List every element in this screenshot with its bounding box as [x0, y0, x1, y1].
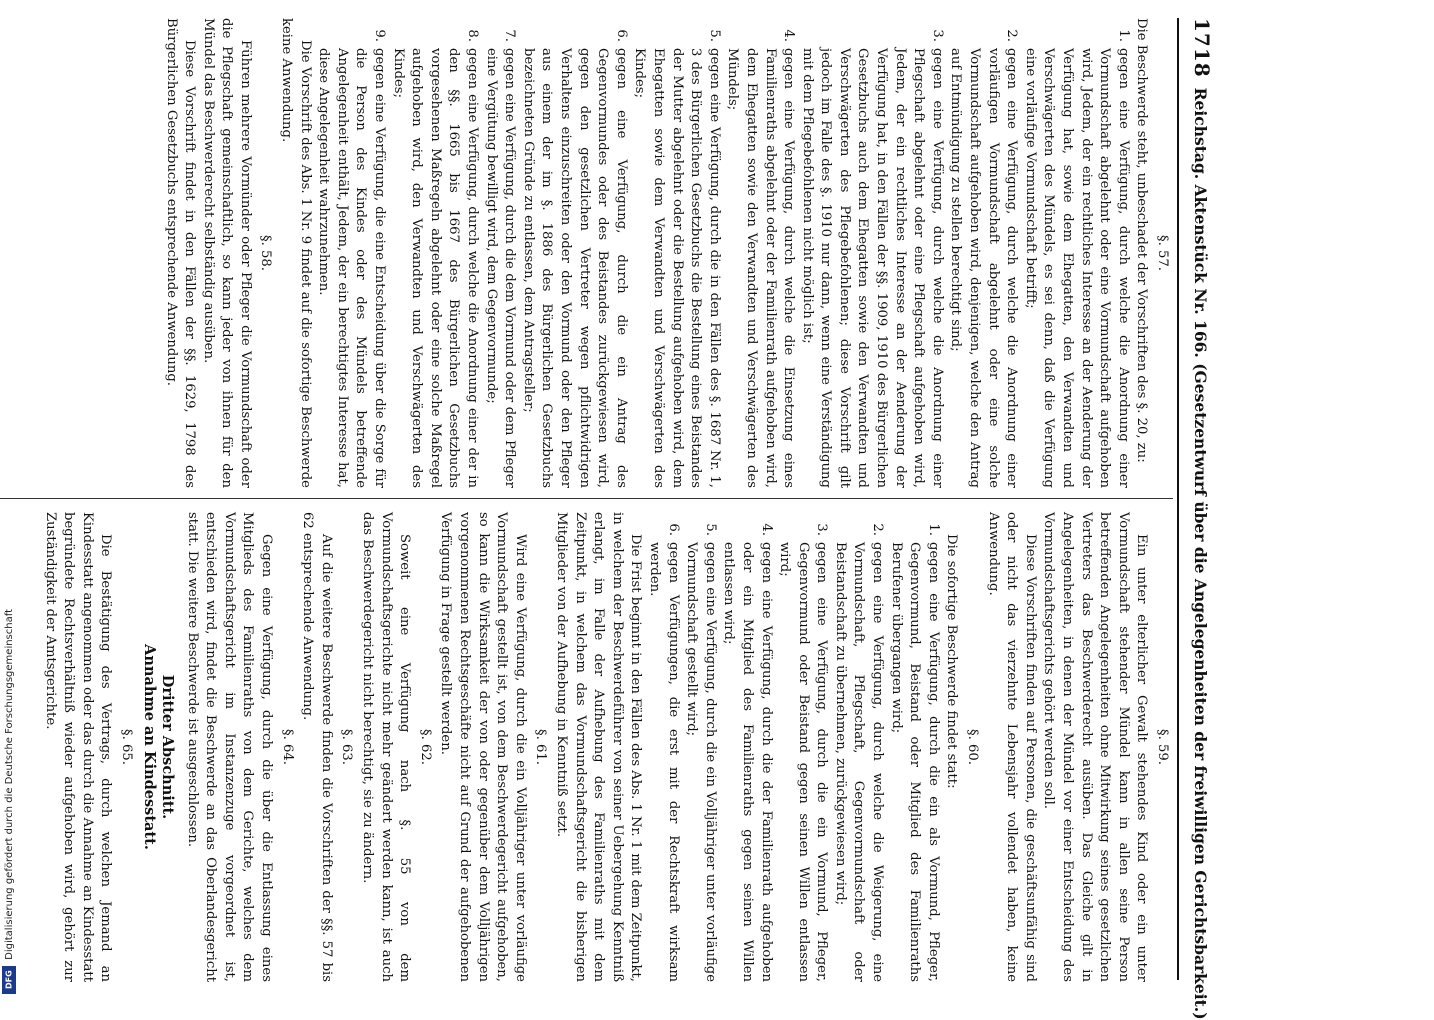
- list-item: [723, 18, 797, 488]
- list-item-number: 5.: [702, 523, 718, 536]
- section-heading: §. 63.: [339, 729, 355, 765]
- section-heading: §. 59.: [1155, 729, 1170, 765]
- list-item-text: gegen eine Verfügung, durch die in den Fällen des §. 1687 Nr. 1, 3 des Bürgerlichen Gesetzbuchs die Bestellung eines Beistandes der Mutter abgelehnt oder die Bestellung aufgehoben wird, dem Ehegatten sowie dem Verwandten und Verschwägerten des Kindes;: [632, 48, 722, 488]
- list-item: [644, 512, 681, 982]
- section-heading: §. 60.: [965, 729, 981, 765]
- list-item: [1020, 18, 1132, 488]
- list-item-text: gegen eine Verfügung, durch die ein Volljähriger unter vorläufige Vormundschaft gestellt wird;: [684, 542, 718, 982]
- list-item: [518, 18, 630, 488]
- paragraph: Diese Vorschrift findet in den Fällen der §§. 1629, 1798 des Bürgerlichen Gesetzbuchs entsprechende Anwendung.: [163, 18, 198, 488]
- list-item: [388, 18, 481, 488]
- list-item: [314, 18, 388, 488]
- section-heading: §. 62.: [417, 729, 433, 765]
- list-item: [830, 512, 886, 982]
- paragraph: Führen mehrere Vormünder oder Pfleger die Vormundschaft oder die Pflegschaft gemeinschaftlich, so kann jeder von ihnen für den Mündel das Beschwerderecht selbständig ausüben.: [200, 18, 253, 488]
- section-heading: §. 57.: [1155, 235, 1170, 271]
- section-heading: §. 64.: [279, 729, 295, 765]
- list-item-text: gegen eine Verfügung, durch die ein Vormund, Pfleger, Gegenvormund oder Beistand gegen seinen Willen entlassen wird;: [777, 542, 830, 982]
- list-item: [630, 18, 723, 488]
- dfg-logo: DFG: [2, 966, 16, 994]
- list-item-number: 4.: [758, 523, 774, 536]
- paragraph: Wird eine Verfügung, durch die ein Volljähriger unter vorläufige Vormundschaft gestellt ist, von dem Beschwerdegericht aufgehoben, so kann die Wirksamkeit der von oder gegenüber dem Volljährigen vorgenommenen Rechtsgeschäfte nicht auf Grund der aufgehobenen Verfügung in Frage gestellt werden.: [438, 512, 528, 982]
- list-item-text: gegen eine Verfügung, die eine Entscheidung über die Sorge für die Person des Kindes oder des Mündels betreffende Angelegenheit enthält, Jedem, der ein berechtigtes Interesse hat, diese Angelegenheit wahrzunehmen.: [316, 48, 388, 488]
- paragraph: Die Bestätigung des Vertrags, durch welchen Jemand an Kindesstatt angenommen oder das durch die Annahme an Kindesstatt begründete Rechtsverhältniß wieder aufgehoben wird, gehört zur Zuständigkeit der Amtsgerichte.: [42, 512, 114, 982]
- list-item-text: gegen eine Verfügung, durch die ein als Vormund, Pfleger, Gegenvormund, Beistand oder Mitglied des Familienraths Berufener übergangen wird;: [888, 542, 941, 982]
- list-item-number: 1.: [1115, 29, 1131, 42]
- paragraph: Auf die weitere Beschwerde finden die Vorschriften der §§. 57 bis 62 entsprechende Anwendung.: [300, 512, 334, 982]
- list-item-number: 3.: [814, 523, 830, 536]
- list-item-number: 6.: [613, 29, 629, 42]
- page-number: 1718: [1190, 18, 1214, 78]
- chapter-heading: Dritter Abschnitt.: [159, 674, 177, 820]
- column-divider: [0, 498, 1173, 499]
- list-item-number: 9.: [372, 29, 388, 42]
- list-item-number: 2.: [1004, 29, 1020, 42]
- list-item-number: 7.: [502, 29, 518, 42]
- left-column: [161, 18, 1173, 488]
- paragraph: Ein unter elterlicher Gewalt stehendes Kind oder ein unter Vormundschaft stehender Mündel kann in allen seine Person betreffenden Angelegenheiten ohne Mitwirkung seines gesetzlichen Vertreters das Beschwerderecht ausüben. Das Gleiche gilt in Angelegenheiten, in denen der Mündel vor einer Entscheidung des Vormundschaftsgerichts gehört werden soll.: [1041, 512, 1150, 982]
- page-header: [1181, 18, 1214, 1020]
- section-heading: §. 58.: [258, 235, 274, 271]
- numbered-list: [644, 512, 942, 982]
- list-item-number: 4.: [781, 29, 797, 42]
- caption-text: Digitalisierung gefördert durch die Deutsche Forschungsgemeinschaft: [4, 609, 15, 960]
- list-item-number: 5.: [706, 29, 722, 42]
- list-item-text: gegen eine Verfügung, durch die der Familienrath aufgehoben oder ein Mitglied des Familienraths gegen seinen Willen entlassen wird;: [721, 542, 774, 982]
- list-item: [719, 512, 775, 982]
- list-item-text: gegen eine Verfügung, durch die dem Vormund oder dem Pfleger eine Vergütung bewilligt wird, dem Gegenvormunde;: [483, 48, 518, 488]
- chapter-subheading: Annahme an Kindesstatt.: [140, 644, 158, 850]
- list-item-number: 6.: [665, 523, 681, 536]
- list-item-number: 2.: [870, 523, 886, 536]
- list-item-text: gegen eine Verfügung, durch welche die Anordnung einer vorläufigen Vormundschaft abgelehnt oder eine solche Vormundschaft aufgehoben wird, denjenigen, welche den Antrag auf Entmündigung zu stellen berechtigt sind;: [948, 48, 1020, 488]
- list-item: [946, 18, 1020, 488]
- list-item-text: gegen eine Verfügung, durch welche die Anordnung einer der in den §§. 1665 bis 1667 des Bürgerlichen Gesetzbuchs vorgesehenen Maßregeln abgelehnt oder eine solche Maßregel aufgehoben wird, den Verwandten und Verschwägerten des Kindes;: [390, 48, 481, 488]
- paragraph: Diese Vorschriften finden auf Personen, die geschäftsunfähig sind oder nicht das vierzehnte Lebensjahr vollendet haben, keine Anwendung.: [985, 512, 1038, 982]
- paragraph: Die Frist beginnt in den Fällen des Abs. 1 Nr. 1 mit dem Zeitpunkt, in welchem der Beschwerdeführer von seiner Uebergehung Kenntniß erlangt, im Falle der Aufhebung des Familienraths mit dem Zeitpunkt, in welchem das Vormundschaftsgericht die bisherigen Mitglieder von der Aufhebung in Kenntniß setzt.: [554, 512, 644, 982]
- numbered-list: [314, 18, 1132, 488]
- list-item-text: gegen eine Verfügung, durch welche die Anordnung einer Vormundschaft abgelehnt oder eine Vormundschaft aufgehoben wird, Jedem, der ein rechtliches Interesse an der Aenderung der Verfügung hat, sowie dem Ehegatten, den Verwandten und Verschwägerten des Mündels, es sei denn, daß die Verfügung eine vorläufige Vormundschaft betrifft;: [1022, 48, 1131, 488]
- list-item-text: gegen eine Verfügung, durch welche die Einsetzung eines Familienraths abgelehnt oder der Familienrath aufgehoben wird, dem Ehegatten sowie den Verwandten und Verschwägerten des Mündels;: [725, 48, 797, 488]
- right-column: [40, 512, 1173, 982]
- paragraph: Die sofortige Beschwerde findet statt:: [944, 534, 960, 789]
- list-item-number: 8.: [465, 29, 481, 42]
- header-rule: [1177, 18, 1179, 980]
- paragraph: Gegen eine Verfügung, durch die über die Entlassung eines Mitglieds des Familienraths von dem Gerichte, welches dem Vormundschaftsgericht im Instanzenzuge vorgeordnet ist, entschieden wird, findet die Beschwerde an das Oberlandesgericht statt. Die weitere Beschwerde ist ausgeschlossen.: [184, 512, 275, 982]
- section-heading: §. 65.: [118, 729, 134, 765]
- section-heading: §. 61.: [533, 729, 549, 765]
- running-title: Reichstag. Aktenstück Nr. 166. (Gesetzentwurf über die Angelegenheiten der freiwilligen Gerichtsbarkeit.): [1191, 87, 1210, 1020]
- list-item: [797, 18, 946, 488]
- list-item: [682, 512, 719, 982]
- list-item-text: gegen eine Verfügung, durch die ein Antrag des Gegenvormundes oder des Beistandes zurückgewiesen wird, gegen den gesetzlichen Vertreter wegen pflichtwidrigen Verhaltens einzuschreiten oder den Vormund oder den Pfleger aus einem der im §. 1886 des Bürgerlichen Gesetzbuchs bezeichneten Gründe zu entlassen, dem Antragsteller;: [520, 48, 629, 488]
- list-item-number: 1.: [925, 523, 941, 536]
- list-item: [775, 512, 831, 982]
- list-item-text: gegen Verfügungen, die erst mit der Rechtskraft wirksam werden.: [646, 542, 681, 982]
- paragraph: Die Beschwerde steht, unbeschadet der Vorschriften des §. 20, zu:: [1134, 18, 1150, 463]
- list-item: [481, 18, 518, 488]
- digitization-caption: [0, 0, 20, 1000]
- list-item-number: 3.: [929, 29, 945, 42]
- paragraph: Soweit eine Verfügung nach §. 55 von dem Vormundschaftsgerichte nicht mehr geändert werden kann, ist auch das Beschwerdegericht nicht berechtigt, sie zu ändern.: [360, 512, 413, 982]
- list-item-text: gegen eine Verfügung, durch welche die Weigerung, eine Vormundschaft, Pflegschaft, Gegenvormundschaft oder Beistandschaft zu übernehmen, zurückgewiesen wird;: [832, 542, 886, 982]
- list-item-text: gegen eine Verfügung, durch welche die Anordnung einer Pflegschaft abgelehnt oder eine Pflegschaft aufgehoben wird, Jedem, der ein rechtliches Interesse an der Aenderung der Verfügung hat, in den Fällen der §§. 1909, 1910 des Bürgerlichen Gesetzbuchs auch dem Ehegatten sowie den Verwandten und Verschwägerten des Pflegebefohlenen; diese Vorschrift gilt jedoch im Falle des §. 1910 nur dann, wenn eine Verständigung mit dem Pflegebefohlenen nicht möglich ist;: [799, 48, 945, 488]
- paragraph: Die Vorschrift des Abs. 1 Nr. 9 findet auf die sofortige Beschwerde keine Anwendung.: [279, 18, 313, 488]
- list-item: [886, 512, 942, 982]
